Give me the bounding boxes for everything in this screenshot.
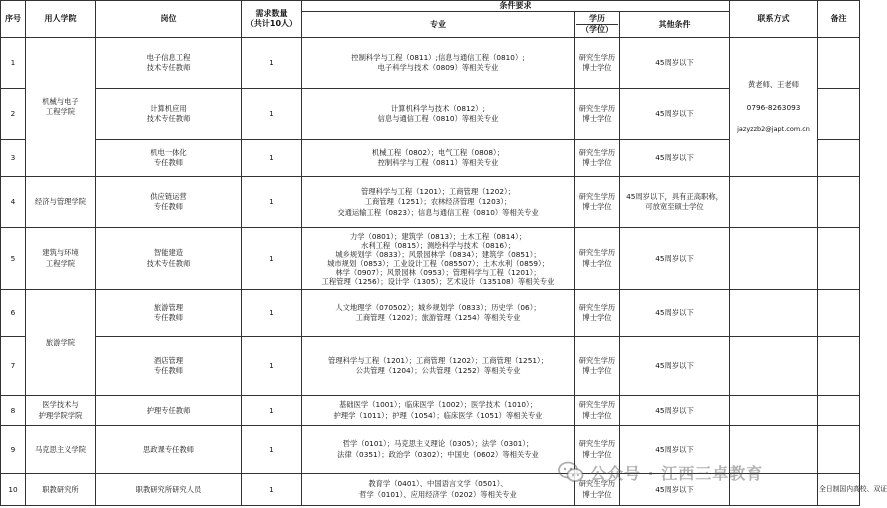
quantity-cell: 1 xyxy=(242,177,302,228)
quantity-cell: 1 xyxy=(242,140,302,177)
major-cell: 控制科学与工程（0811）;信息与通信工程（0810）; 电子科学与技术（0809）等相关专业 xyxy=(302,38,575,89)
remark-cell xyxy=(818,426,860,474)
position-cell: 电子信息工程 技术专任教师 xyxy=(96,38,242,89)
other-cell: 45周岁以下，具有正高职称， 可放宽至硕士学位 xyxy=(620,177,730,228)
row-no: 6 xyxy=(1,290,26,337)
remark-cell xyxy=(818,177,860,228)
row-no: 2 xyxy=(1,89,26,140)
major-cell: 基础医学（1001）；临床医学（1002）；医学技术（1010）； 护理学（1011）；护理（1054）；临床医学（1051）等相关专业 xyxy=(302,396,575,426)
education-cell: 研究生学历 博士学位 xyxy=(575,38,620,89)
contact-email[interactable]: jazyzzb2@japt.com.cn xyxy=(737,125,810,134)
remark-cell xyxy=(818,89,860,140)
major-cell: 计算机科学与技术（0812）; 信息与通信工程（0810）等相关专业 xyxy=(302,89,575,140)
table-row xyxy=(1,177,860,228)
education-cell: 研究生学历 博士学位 xyxy=(575,337,620,396)
watermark xyxy=(558,459,763,485)
remark-cell xyxy=(818,228,860,290)
contact-phone: 0796-8263093 xyxy=(746,102,801,112)
table-row xyxy=(1,396,860,426)
remark-cell: 全日制国内高校、双证 xyxy=(818,474,860,506)
header-college: 用人学院 xyxy=(26,1,96,38)
education-cell: 研究生学历 博士学位 xyxy=(575,228,620,290)
row-no: 5 xyxy=(1,228,26,290)
position-cell: 旅游管理 专任教师 xyxy=(96,290,242,337)
header-education xyxy=(575,12,620,38)
row-no: 7 xyxy=(1,337,26,396)
contact-cell-empty xyxy=(730,337,818,396)
college-cell: 旅游学院 xyxy=(26,290,96,396)
education-cell: 研究生学历 博士学位 xyxy=(575,89,620,140)
other-cell: 45周岁以下 xyxy=(620,38,730,89)
contact-cell-empty xyxy=(730,228,818,290)
contact-cell-empty xyxy=(730,396,818,426)
college-cell: 马克思主义学院 xyxy=(26,426,96,474)
position-cell: 供应链运营 专任教师 xyxy=(96,177,242,228)
table-row xyxy=(1,228,860,290)
other-cell: 45周岁以下 xyxy=(620,290,730,337)
row-no: 4 xyxy=(1,177,26,228)
contact-cell-empty xyxy=(730,290,818,337)
major-cell: 管理科学与工程（1201）；工商管理（1202）；工商管理（1251）； 公共管理（1204）；公共管理（1252）等相关专业 xyxy=(302,337,575,396)
college-cell: 建筑与环境 工程学院 xyxy=(26,228,96,290)
table-row xyxy=(1,38,860,89)
table-row xyxy=(1,337,860,396)
major-cell: 管理科学与工程（1201）；工商管理（1202）； 工商管理（1251）；农林经济管理（1203）； 交通运输工程（0823）；信息与通信工程（0810）等相关专业 xyxy=(302,177,575,228)
major-cell: 力学（0801）；建筑学（0813）；土木工程（0814）； 水利工程（0815）；测绘科学与技术（0816）； 城乡规划学（0833）；风景园林学（0834）；建筑学（0851）； 城市规划（0853）；工业设计工程（085507）；土木水利（0859）； 林学（0907）；风景园林（0953）；管理科学与工程（1201）； 工程管理（1256）；设计学（1305）；艺术设计（135108）等相关专业 xyxy=(302,228,575,290)
header-other: 其他条件 xyxy=(620,12,730,38)
major-cell: 哲学（0101）；马克思主义理论（0305）；法学（0301）； 法律（0351）；政治学（0302）；中国史（0602）等相关专业 xyxy=(302,426,575,474)
other-cell: 45周岁以下 xyxy=(620,396,730,426)
college-cell: 经济与管理学院 xyxy=(26,177,96,228)
remark-cell xyxy=(818,38,860,89)
wechat-icon xyxy=(558,461,584,483)
major-cell: 机械工程（0802）；电气工程（0808）； 控制科学与工程（0811）等相关专业 xyxy=(302,140,575,177)
row-no: 3 xyxy=(1,140,26,177)
position-cell: 计算机应用 技术专任教师 xyxy=(96,89,242,140)
header-quantity: 需求数量 （共计10人） xyxy=(242,1,302,38)
major-cell: 人文地理学（070502）；城乡规划学（0833）；历史学（06）； 工商管理（1202）；旅游管理（1254）等相关专业 xyxy=(302,290,575,337)
remark-cell xyxy=(818,290,860,337)
table-row xyxy=(1,290,860,337)
header-education-label: 学历 xyxy=(576,14,618,25)
college-cell: 职教研究所 xyxy=(26,474,96,506)
header-no: 序号 xyxy=(1,1,26,38)
position-cell: 护理专任教师 xyxy=(96,396,242,426)
row-no: 9 xyxy=(1,426,26,474)
row-no: 10 xyxy=(1,474,26,506)
position-cell: 智能建造 技术专任教师 xyxy=(96,228,242,290)
header-remark: 备注 xyxy=(818,1,860,38)
quantity-cell: 1 xyxy=(242,474,302,506)
quantity-cell: 1 xyxy=(242,426,302,474)
quantity-cell: 1 xyxy=(242,396,302,426)
education-cell: 研究生学历 博士学位 xyxy=(575,396,620,426)
header-contact: 联系方式 xyxy=(730,1,818,38)
other-cell: 45周岁以下 xyxy=(620,89,730,140)
education-cell: 研究生学历 博士学位 xyxy=(575,140,620,177)
quantity-cell: 1 xyxy=(242,290,302,337)
header-position: 岗位 xyxy=(96,1,242,38)
position-cell: 职教研究所研究人员 xyxy=(96,474,242,506)
education-cell: 研究生学历 博士学位 xyxy=(575,474,620,506)
header-conditions: 条件要求 xyxy=(302,1,730,12)
header-degree-label: （学位） xyxy=(581,25,613,35)
watermark-text: 公众号 · 江西三卓教育 xyxy=(590,463,764,483)
remark-cell xyxy=(818,337,860,396)
contact-cell xyxy=(730,38,818,177)
quantity-cell: 1 xyxy=(242,228,302,290)
position-cell: 思政课专任教师 xyxy=(96,426,242,474)
quantity-cell: 1 xyxy=(242,89,302,140)
other-cell: 45周岁以下 xyxy=(620,426,730,474)
other-cell: 45周岁以下 xyxy=(620,337,730,396)
remark-cell xyxy=(818,396,860,426)
other-cell: 45周岁以下 xyxy=(620,474,730,506)
college-cell: 医学技术与 护理学院学院 xyxy=(26,396,96,426)
row-no: 1 xyxy=(1,38,26,89)
header-major: 专业 xyxy=(302,12,575,38)
other-cell: 45周岁以下 xyxy=(620,140,730,177)
quantity-cell: 1 xyxy=(242,337,302,396)
remark-cell xyxy=(818,140,860,177)
education-cell: 研究生学历 博士学位 xyxy=(575,426,620,474)
contact-cell-empty xyxy=(730,177,818,228)
position-cell: 酒店管理 专任教师 xyxy=(96,337,242,396)
position-cell: 机电一体化 专任教师 xyxy=(96,140,242,177)
row-no: 8 xyxy=(1,396,26,426)
education-cell: 研究生学历 博士学位 xyxy=(575,177,620,228)
major-cell: 教育学（0401）、中国语言文学（0501）、 哲学（0101）、应用经济学（0202）等相关专业 xyxy=(302,474,575,506)
quantity-cell: 1 xyxy=(242,38,302,89)
contact-name: 黄老师、王老师 xyxy=(747,80,800,90)
other-cell: 45周岁以下 xyxy=(620,228,730,290)
college-cell: 机械与电子 工程学院 xyxy=(26,38,96,177)
education-cell: 研究生学历 博士学位 xyxy=(575,290,620,337)
